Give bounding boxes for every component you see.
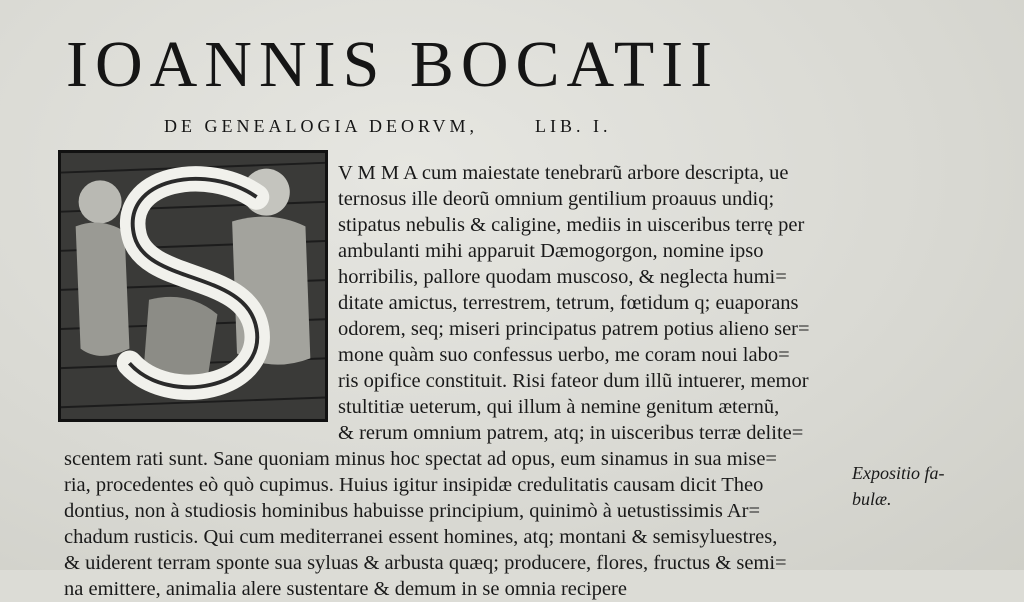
text-line: & uiderent terram sponte sua syluas & arbusta quæq; producere, flores, fructus & semi= bbox=[64, 552, 787, 574]
text-line: horribilis, pallore quodam muscoso, & neglecta humi= bbox=[338, 266, 787, 288]
text-line: ternosus ille deorũ omnium gentilium proauus undiq; bbox=[338, 188, 775, 210]
text-line: V M M A cum maiestate tenebrarũ arbore descripta, ue bbox=[338, 162, 789, 184]
page-title: IOANNIS BOCATII bbox=[66, 28, 720, 101]
text-line: scentem rati sunt. Sane quoniam minus hoc spectat ad opus, eum sinamus in sua mise= bbox=[64, 448, 777, 470]
margin-note-line: Expositio fa- bbox=[852, 463, 945, 483]
margin-note-line: bulæ. bbox=[852, 489, 892, 509]
page-subtitle bbox=[164, 116, 612, 137]
margin-note bbox=[852, 460, 945, 512]
text-line: na emittere, animalia alere sustentare & demum in se omnia recipere bbox=[64, 578, 627, 600]
text-line: dontius, non à studiosis hominibus habuisse principium, quinimò à uetustissimis Ar= bbox=[64, 500, 761, 522]
woodcut-illustration bbox=[61, 153, 325, 419]
text-line: odorem, seq; miseri principatus patrem potius alieno ser= bbox=[338, 318, 810, 340]
text-line: & rerum omnium patrem, atq; in uisceribus terræ delite= bbox=[338, 422, 804, 444]
text-line: ria, procedentes eò quò cupimus. Huius igitur insipidæ credulitatis causam dicit Theo bbox=[64, 474, 764, 496]
decorated-initial-s bbox=[58, 150, 328, 422]
text-line: stipatus nebulis & caligine, mediis in uisceribus terrę per bbox=[338, 214, 805, 236]
text-line: ditate amictus, terrestrem, tetrum, fœtidum q; euaporans bbox=[338, 292, 799, 314]
text-line: mone quàm suo confessus uerbo, me coram noui labo= bbox=[338, 344, 790, 366]
work-title: DE GENEALOGIA DEORVM, bbox=[164, 116, 479, 136]
text-line: ambulanti mihi apparuit Dæmogorgon, nomine ipso bbox=[338, 240, 764, 262]
text-line: chadum rusticis. Qui cum mediterranei essent homines, atq; montani & semisyluestres, bbox=[64, 526, 778, 548]
book-number: LIB. I. bbox=[535, 116, 612, 136]
text-line: ris opifice constituit. Risi fateor dum illũ intuerer, memor bbox=[338, 370, 809, 392]
text-line: stultitiæ ueterum, qui illum à nemine genitum æternũ, bbox=[338, 396, 780, 418]
